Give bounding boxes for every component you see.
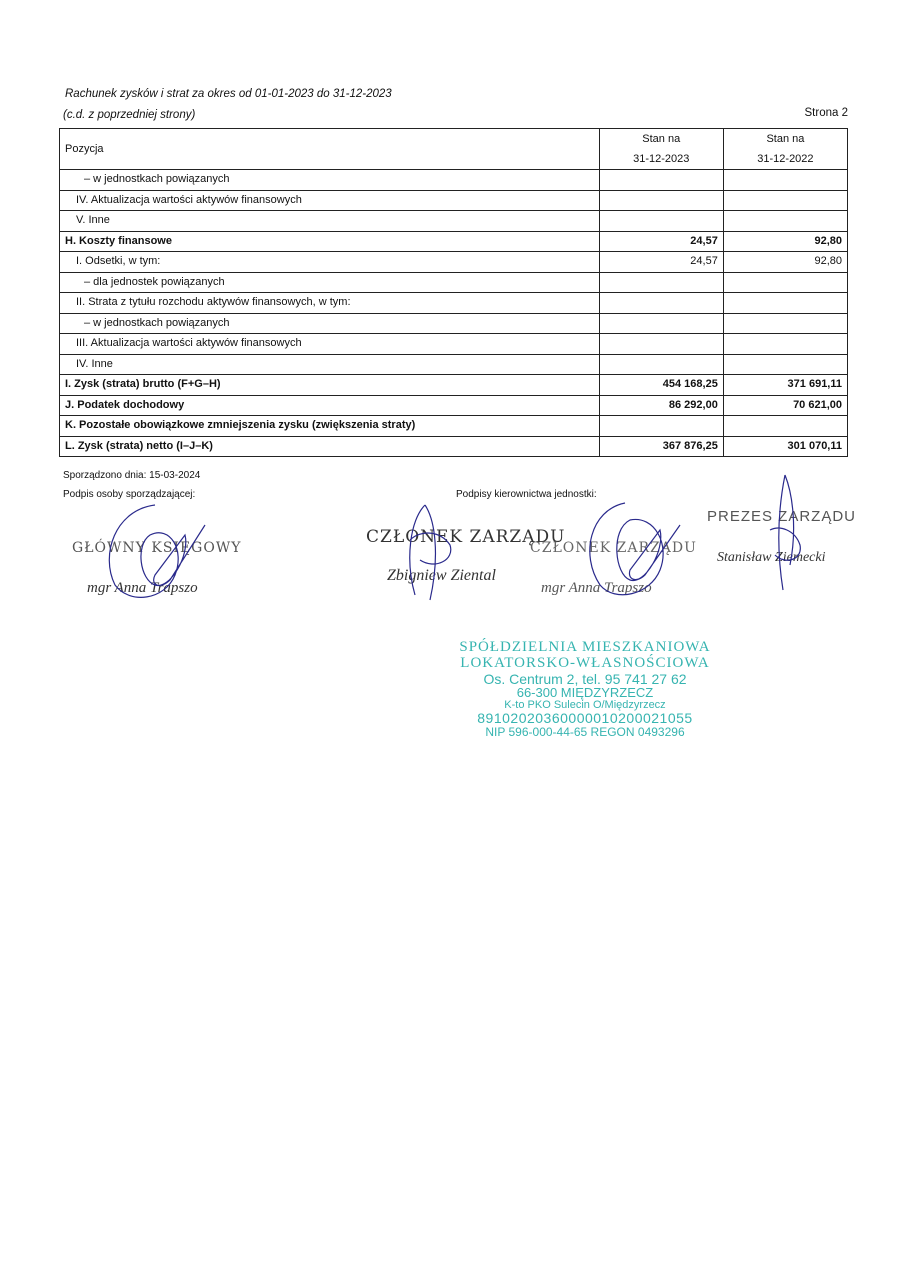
value-2022: 92,80 [723,231,847,252]
value-2022 [723,272,847,293]
value-2022 [723,354,847,375]
column-header-2023-label: Stan na [642,133,681,145]
table-row [60,272,848,293]
row-label: J. Podatek dochodowy [60,395,600,416]
row-label: II. Strata z tytułu rozchodu aktywów finansowych, w tym: [60,293,600,314]
row-label: H. Koszty finansowe [60,231,600,252]
president-stamp-name: Stanisław Ziemecki [717,550,826,565]
value-2023: 24,57 [599,231,723,252]
row-label: I. Zysk (strata) brutto (F+G–H) [60,375,600,396]
coop-account-number: 89102020360000010200021055 [477,710,693,727]
row-label: – dla jednostek powiązanych [60,272,600,293]
table-row [60,395,848,416]
member1-signature [395,500,465,605]
coop-nip-regon: NIP 596-000-44-65 REGON 0493296 [485,725,685,740]
document-title: Rachunek zysków i strat za okres od 01-01-2023 do 31-12-2023 [65,88,392,100]
table-row [60,334,848,355]
value-2023: 454 168,25 [599,375,723,396]
president-stamp-title: PREZES ZARZĄDU [707,508,857,525]
value-2022 [723,190,847,211]
president-signature [755,470,815,595]
column-header-position: Pozycja [60,129,600,170]
coop-name-line2: LOKATORSKO-WŁASNOŚCIOWA [460,654,710,671]
coop-bank: K-to PKO Sulecin O/Międzyrzecz [504,698,666,711]
value-2022: 70 621,00 [723,395,847,416]
row-label: IV. Aktualizacja wartości aktywów finansowych [60,190,600,211]
table-row [60,416,848,437]
row-label: – w jednostkach powiązanych [60,170,600,191]
table-row [60,231,848,252]
row-label: K. Pozostałe obowiązkowe zmniejszenia zysku (zwiększenia straty) [60,416,600,437]
accountant-stamp-name: mgr Anna Trapszo [87,580,198,596]
value-2022: 371 691,11 [723,375,847,396]
value-2023: 86 292,00 [599,395,723,416]
value-2023: 367 876,25 [599,436,723,457]
row-label: IV. Inne [60,354,600,375]
accountant-stamp-title: GŁÓWNY KSIĘGOWY [72,540,242,556]
value-2023 [599,313,723,334]
income-statement-table [59,128,848,457]
value-2023 [599,416,723,437]
table-row [60,252,848,273]
table-row [60,211,848,232]
prepared-date: Sporządzono dnia: 15-03-2024 [63,470,201,481]
row-label: – w jednostkach powiązanych [60,313,600,334]
value-2022 [723,170,847,191]
row-label: III. Aktualizacja wartości aktywów finansowych [60,334,600,355]
member1-stamp-title: CZŁONEK ZARZĄDU [366,527,566,547]
value-2022 [723,313,847,334]
value-2023 [599,272,723,293]
value-2022 [723,334,847,355]
table-row [60,190,848,211]
coop-address: Os. Centrum 2, tel. 95 741 27 62 [483,670,687,687]
table-header-row [60,129,848,170]
coop-name-line1: SPÓŁDZIELNIA MIESZKANIOWA [459,639,711,655]
column-header-2023 [599,129,723,170]
row-label: I. Odsetki, w tym: [60,252,600,273]
column-header-2022-date: 31-12-2022 [757,153,814,165]
table-row [60,313,848,334]
table-row [60,293,848,314]
value-2023 [599,170,723,191]
value-2023: 24,57 [599,252,723,273]
accountant-signature [95,495,215,610]
column-header-2022 [723,129,847,170]
member2-stamp-title: CZŁONEK ZARZĄDU [530,540,697,556]
preparer-signature-label: Podpis osoby sporządzającej: [63,489,196,500]
page-number: Strona 2 [804,107,848,119]
value-2023 [599,334,723,355]
continued-note: (c.d. z poprzedniej strony) [63,109,196,121]
member1-stamp-name: Zbigniew Ziental [387,567,496,584]
row-label: L. Zysk (strata) netto (I–J–K) [60,436,600,457]
table-row [60,375,848,396]
member2-signature [575,495,685,605]
value-2022 [723,211,847,232]
value-2022 [723,416,847,437]
table-row [60,170,848,191]
cooperative-stamp [440,640,730,739]
table-row [60,354,848,375]
coop-city: 66-300 MIĘDZYRZECZ [516,685,654,701]
table-row [60,436,848,457]
value-2023 [599,190,723,211]
row-label: V. Inne [60,211,600,232]
value-2022: 92,80 [723,252,847,273]
value-2022: 301 070,11 [723,436,847,457]
column-header-2023-date: 31-12-2023 [633,153,690,165]
management-signature-label: Podpisy kierownictwa jednostki: [456,489,597,500]
value-2022 [723,293,847,314]
value-2023 [599,354,723,375]
value-2023 [599,293,723,314]
column-header-2022-label: Stan na [766,133,805,145]
member2-stamp-name: mgr Anna Trapszo [541,580,652,596]
value-2023 [599,211,723,232]
